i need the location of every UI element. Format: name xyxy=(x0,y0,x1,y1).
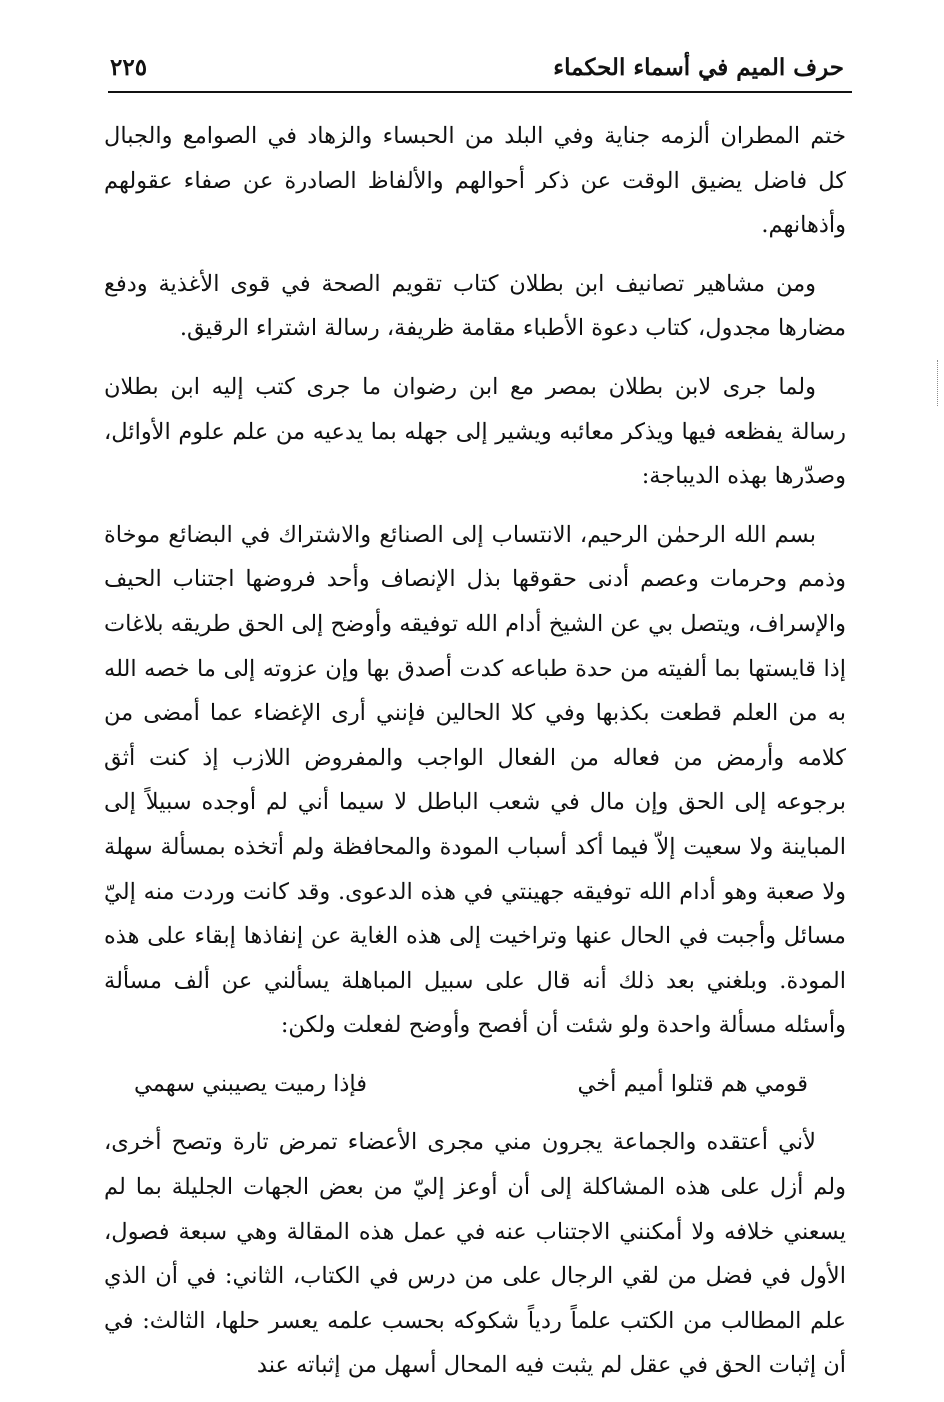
page-header xyxy=(108,44,844,84)
body-text xyxy=(104,114,846,1402)
paragraph-5-closing: لأني أعتقده والجماعة يجرون مني مجرى الأعضاء تمرض تارة وتصح أخرى، ولم أزل على هذه المشاكلة إلى أن أوعز إليّ من بعض الجهات الجليلة بما لم يسعني خلافه ولا أمكنني الاجتناب عنه في عمل هذه المقالة وهي سبعة فصول، الأول في فضل من لقي الرجال على من درس في الكتاب، الثاني: في أن الذي علم المطالب من الكتب علماً ردياً شكوكه بحسب علمه يعسر حلها، الثالث: في أن إثبات الحق في عقل لم يثبت فيه المحال أسهل من إثباته عند xyxy=(104,1129,846,1379)
running-title: حرف الميم في أسماء الحكماء xyxy=(553,54,844,81)
poetry-verse xyxy=(104,1062,846,1107)
paragraph-3: ولما جرى لابن بطلان بمصر مع ابن رضوان ما جرى كتب إليه ابن بطلان رسالة يفظعه فيها ويذكر معائبه ويشير إلى جهله بما يدعيه من علم علوم الأوائل، وصدّرها بهذه الديباجة: xyxy=(104,373,846,490)
verse-first-hemistich: قومي هم قتلوا أميم أخي xyxy=(577,1070,808,1097)
paragraph-4-letter: بسم الله الرحمٰن الرحيم، الانتساب إلى الصنائع والاشتراك في البضائع موخاة وذمم وحرمات وعصم أدنى حقوقها بذل الإنصاف وأحد فروضها اجتناب الحيف والإسراف، ويتصل بي عن الشيخ أدام الله توفيقه وأوضح إلى الحق طريقه بلاغات إذا قايستها بما ألفيته من حدة طباعه كدت أصدق بها وإن عزوته إلى ما خصه الله به من العلم قطعت بكذبها وفي كلا الحالين فإنني أرى الإغضاء عما أمضى من كلامه وأرمض من فعاله من الفعال الواجب والمفروض اللازب إذ كنت أثق برجوعه إلى الحق وإن مال في شعب الباطل لا سيما أني لم أوجده سبيلاً إلى المباينة ولا سعيت إلاّ فيما أكد أسباب المودة والمحافظة ولم أتخذه بمسألة سهلة ولا صعبة وهو أدام الله توفيقه جهينتي في هذه الدعوى. وقد كانت وردت منه إليّ مسائل وأجبت في الحال عنها وتراخيت إلى هذه الغاية عن إنفاذها إبقاء على هذه المودة. وبلغني بعد ذلك أنه قال على سبيل المباهلة يسألني عن ألف مسألة وأسئله مسألة واحدة ولو شئت أن أفصح وأوضح لفعلت ولكن: xyxy=(104,521,846,1039)
paragraph-1: ختم المطران ألزمه جناية وفي البلد من الحبساء والزهاد في الصوامع والجبال كل فاضل يضيق الوقت عن ذكر أحوالهم والألفاظ الصادرة عن صفاء عقولهم وأذهانهم. xyxy=(104,123,846,239)
page-number: ٢٢٥ xyxy=(110,54,148,81)
header-rule xyxy=(108,91,852,93)
margin-binding-mark xyxy=(937,360,941,406)
paragraph-2: ومن مشاهير تصانيف ابن بطلان كتاب تقويم الصحة في قوى الأغذية ودفع مضارها مجدول، كتاب دعوة الأطباء مقامة ظريفة، رسالة اشتراء الرقيق. xyxy=(104,270,846,342)
verse-second-hemistich: فإذا رميت يصيبني سهمي xyxy=(134,1070,368,1097)
